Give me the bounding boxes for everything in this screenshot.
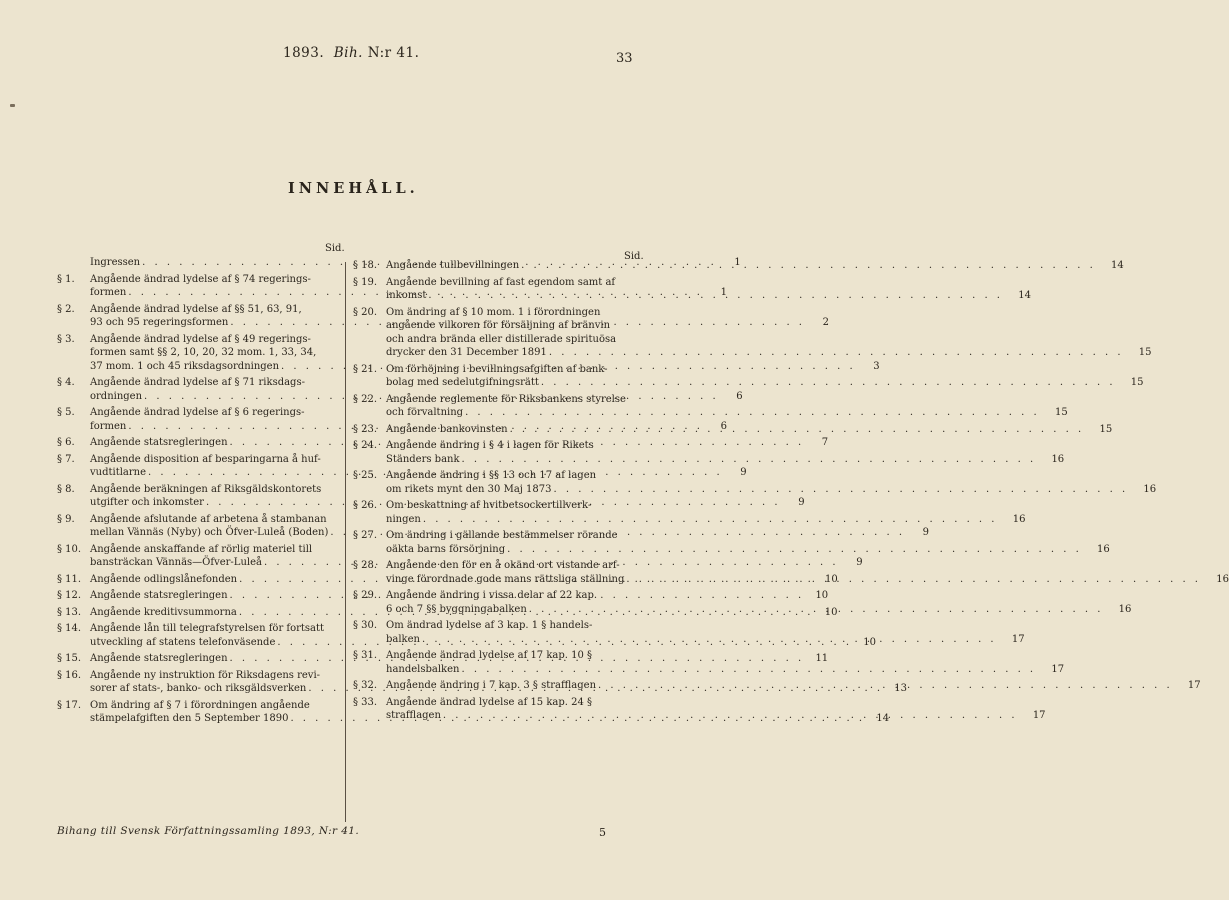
entry-number: § 12. bbox=[57, 590, 82, 601]
entry-number: § 30. bbox=[353, 620, 378, 631]
entry-text bbox=[386, 307, 1152, 360]
header-citation bbox=[283, 45, 419, 61]
entry-number: § 29. bbox=[353, 590, 378, 601]
entry-number: § 28. bbox=[353, 560, 378, 571]
entry-line-text: Angående ändrad lydelse af § 71 riksdags- bbox=[90, 377, 305, 388]
entry-line-text: formen bbox=[90, 420, 127, 432]
entry-line-text: handelsbalken bbox=[386, 663, 460, 675]
entry-page-number: 16 bbox=[1216, 573, 1229, 585]
entry-line bbox=[386, 590, 1131, 602]
header-series: Bih. bbox=[333, 45, 363, 61]
entry-number: § 23. bbox=[353, 423, 378, 435]
entry-page-number: 6 bbox=[736, 390, 743, 402]
entry-line-text: utveckling af statens telefonväsende bbox=[90, 636, 276, 648]
entry-line bbox=[386, 620, 1025, 632]
entry-line-text: Om ändrad lydelse af 3 kap. 1 § handels- bbox=[386, 620, 593, 631]
entry-page-number: 11 bbox=[815, 653, 829, 664]
entry-line-text: Angående bankovinsten bbox=[386, 423, 508, 435]
sid-label-right: Sid. bbox=[624, 251, 644, 262]
entry-page-number: 6 bbox=[720, 420, 727, 432]
entry-line bbox=[386, 650, 1064, 662]
toc-entry bbox=[353, 306, 1152, 360]
entry-page-number: 9 bbox=[740, 467, 747, 478]
entry-line bbox=[386, 634, 1025, 646]
entry-line bbox=[386, 544, 1110, 556]
entry-line-text: Angående reglemente för Riksbankens styrelse bbox=[386, 393, 626, 405]
entry-line-text: Angående statsregleringen bbox=[90, 437, 228, 448]
dot-leader bbox=[510, 424, 1085, 436]
entry-line bbox=[386, 277, 1031, 289]
entry-number: § 32. bbox=[353, 680, 378, 691]
dot-leader bbox=[598, 680, 1173, 692]
entry-line-text: om rikets mynt den 30 Maj 1873 bbox=[386, 483, 552, 495]
toc-entry bbox=[353, 440, 1065, 466]
toc-entry bbox=[353, 530, 1110, 556]
entry-line bbox=[386, 664, 1064, 676]
dot-leader bbox=[462, 454, 1037, 466]
entry-line-text: Angående bevillning af fast egendom samt af bbox=[386, 276, 616, 288]
entry-number: § 20. bbox=[353, 306, 378, 318]
entry-page-number: 17 bbox=[1051, 663, 1065, 675]
entry-line-text: Angående ändrad lydelse af § 74 regerings- bbox=[90, 273, 311, 285]
entry-text bbox=[386, 680, 1201, 692]
entry-page-number: 10 bbox=[863, 636, 877, 648]
entry-number: § 5. bbox=[57, 407, 75, 418]
entry-page-number: 15 bbox=[1138, 347, 1152, 358]
toc-right-column bbox=[353, 260, 1229, 727]
entry-line-text: 37 mom. 1 och 45 riksdagsordningen bbox=[90, 360, 280, 372]
entry-page-number: 16 bbox=[1097, 543, 1110, 555]
entry-text bbox=[386, 590, 1131, 616]
entry-page-number: 10 bbox=[824, 606, 838, 618]
entry-text bbox=[386, 620, 1025, 646]
entry-number: § 19. bbox=[353, 276, 378, 288]
entry-number: § 3. bbox=[57, 333, 75, 345]
entry-number: § 26. bbox=[353, 500, 378, 511]
entry-line-text: stämpelafgiften den 5 September 1890 bbox=[90, 713, 289, 724]
entry-text bbox=[386, 697, 1046, 723]
entry-line-text: Angående ändrad lydelse af 15 kap. 24 § bbox=[386, 696, 593, 708]
entry-page-number: 10 bbox=[815, 590, 829, 601]
entry-line-text: formen samt §§ 2, 10, 20, 32 mom. 1, 33, 34, bbox=[90, 347, 317, 358]
dot-leader bbox=[507, 544, 1082, 556]
entry-line-text: och förvaltning bbox=[386, 407, 464, 418]
entry-line-text: strafflagen bbox=[386, 710, 441, 721]
entry-line-text: Angående statsregleringen bbox=[90, 653, 228, 664]
entry-line-text: Angående disposition af besparingarna å huf- bbox=[90, 453, 321, 465]
entry-line-text: sorer af stats-, banko- och riksgäldsverken bbox=[90, 683, 307, 694]
entry-line-text: formen bbox=[90, 287, 127, 298]
entry-line-text: Angående kreditivsummorna bbox=[90, 606, 237, 618]
dot-leader bbox=[422, 634, 997, 646]
entry-line-text: Angående tullbevillningen bbox=[386, 260, 520, 271]
entry-line bbox=[386, 604, 1131, 616]
header-page-number: 33 bbox=[616, 51, 633, 66]
header-number: N:r 41. bbox=[367, 45, 420, 61]
entry-line-text: 6 och 7 §§ byggningabalken bbox=[386, 603, 527, 615]
entry-text bbox=[386, 650, 1064, 676]
entry-line bbox=[386, 470, 1156, 482]
entry-page-number: 9 bbox=[922, 527, 929, 538]
entry-page-number: 14 bbox=[876, 713, 890, 724]
dot-leader bbox=[465, 407, 1040, 419]
entry-line bbox=[386, 307, 1152, 319]
entry-line bbox=[386, 710, 1046, 722]
entry-line bbox=[386, 334, 1152, 346]
entry-number: § 27. bbox=[353, 530, 378, 541]
entry-page-number: 1 bbox=[720, 287, 727, 298]
entry-line bbox=[386, 424, 1112, 436]
entry-line-text: Om ändring af § 10 mom. 1 i förordningen bbox=[386, 306, 601, 318]
entry-number: § 4. bbox=[57, 377, 75, 388]
entry-page-number: 1 bbox=[734, 257, 741, 268]
entry-line bbox=[386, 560, 1229, 572]
entry-text bbox=[386, 394, 1068, 420]
entry-page-number: 15 bbox=[1099, 423, 1113, 435]
dot-leader bbox=[549, 347, 1124, 359]
entry-line bbox=[386, 697, 1046, 709]
entry-number: § 15. bbox=[57, 653, 82, 664]
entry-line-text: Angående lån till telegrafstyrelsen för fortsatt bbox=[90, 623, 325, 634]
entry-number: § 18. bbox=[353, 260, 378, 271]
entry-page-number: 17 bbox=[1011, 633, 1025, 645]
entry-number: § 10. bbox=[57, 543, 82, 555]
entry-line-text: bansträckan Vännäs—Öfver-Luleå bbox=[90, 557, 262, 568]
entry-line bbox=[386, 574, 1229, 586]
entry-page-number: 13 bbox=[894, 683, 907, 694]
entry-number: § 22. bbox=[353, 393, 378, 405]
entry-line-text: Om förhöjning i bevillningsafgiften af bank- bbox=[386, 363, 608, 375]
toc-entry bbox=[353, 393, 1068, 420]
entry-line bbox=[386, 364, 1144, 376]
entry-text bbox=[386, 500, 1025, 526]
entry-line bbox=[386, 454, 1064, 466]
entry-line bbox=[386, 680, 1201, 692]
entry-number: § 31. bbox=[353, 650, 378, 661]
entry-line-text: balken bbox=[386, 633, 420, 645]
entry-page-number: 15 bbox=[1130, 377, 1144, 388]
entry-line bbox=[386, 514, 1025, 526]
entry-page-number: 17 bbox=[1032, 710, 1046, 721]
entry-line-text: ningen bbox=[386, 513, 421, 525]
entry-line-text: Angående ändrad lydelse af §§ 51, 63, 91, bbox=[90, 303, 302, 315]
entry-line-text: Angående den för en å okänd ort vistande arf- bbox=[386, 560, 620, 571]
entry-line-text: drycker den 31 December 1891 bbox=[386, 347, 547, 358]
entry-line bbox=[386, 320, 1152, 332]
entry-line bbox=[386, 290, 1031, 302]
footer-note: Bihang till Svensk Författningssamling 1893, N:r 41. bbox=[57, 825, 360, 837]
entry-line-text: ordningen bbox=[90, 390, 143, 402]
toc-entry bbox=[353, 500, 1026, 526]
entry-number: § 21. bbox=[353, 363, 378, 375]
entry-line-text: Angående ändring i § 4 i lagen för Rikets bbox=[386, 440, 594, 451]
toc-entry bbox=[353, 276, 1031, 303]
entry-text bbox=[386, 530, 1110, 556]
margin-mark bbox=[10, 104, 15, 107]
entry-line-text: bolag med sedelutgifningsrätt bbox=[386, 377, 539, 388]
entry-line-text: oäkta barns försörjning bbox=[386, 543, 506, 555]
entry-line bbox=[386, 484, 1156, 496]
entry-line-text: Angående ändrad lydelse af § 6 regerings- bbox=[90, 407, 305, 418]
entry-page-number: 15 bbox=[1054, 407, 1068, 418]
entry-line-text: Angående ny instruktion för Riksdagens revi- bbox=[90, 669, 321, 681]
dot-leader bbox=[554, 484, 1129, 496]
entry-page-number: 14 bbox=[1111, 260, 1124, 271]
entry-text bbox=[386, 560, 1229, 586]
entry-number: § 24. bbox=[353, 440, 378, 451]
entry-text bbox=[386, 277, 1031, 303]
page-title: INNEHÅLL. bbox=[288, 180, 419, 197]
toc-entry bbox=[353, 423, 1113, 436]
entry-page-number: 2 bbox=[822, 317, 829, 328]
entry-number: § 2. bbox=[57, 303, 75, 315]
entry-line-text: och andra brända eller distillerade spirituösa bbox=[386, 333, 617, 345]
dot-leader bbox=[423, 514, 998, 526]
dot-leader bbox=[529, 604, 1104, 616]
entry-line-text: Angående ändring i §§ 13 och 17 af lagen bbox=[386, 470, 597, 481]
entry-line-text: Angående ändring i vissa delar af 22 kap. bbox=[386, 590, 598, 601]
dot-leader bbox=[461, 664, 1036, 676]
toc-entry bbox=[353, 470, 1157, 496]
entry-line-text: Angående anskaffande af rörlig materiel till bbox=[90, 543, 313, 555]
entry-page-number: 14 bbox=[1018, 290, 1031, 301]
entry-line-text: Om beskattning af hvitbetsockertillverk- bbox=[386, 500, 592, 511]
entry-line bbox=[386, 347, 1152, 359]
entry-text bbox=[386, 440, 1064, 466]
entry-number: § 1. bbox=[57, 273, 75, 285]
dot-leader bbox=[521, 260, 1096, 272]
entry-line-text: 93 och 95 regeringsformen bbox=[90, 317, 229, 328]
dot-leader bbox=[626, 574, 1201, 586]
entry-number: § 6. bbox=[57, 437, 75, 448]
entry-number: § 11. bbox=[57, 573, 82, 585]
entry-line bbox=[386, 440, 1064, 452]
toc-entry bbox=[353, 363, 1144, 390]
entry-line-text: Om ändring af § 7 i förordningen angående bbox=[90, 699, 310, 711]
entry-page-number: 3 bbox=[873, 360, 880, 372]
entry-page-number: 9 bbox=[856, 557, 863, 568]
header-year: 1893. bbox=[283, 45, 325, 61]
entry-page-number: 7 bbox=[821, 437, 829, 448]
entry-line bbox=[386, 500, 1025, 512]
entry-number: § 7. bbox=[57, 453, 75, 465]
entry-number: § 33. bbox=[353, 696, 378, 708]
entry-text bbox=[386, 424, 1112, 436]
entry-number: § 13. bbox=[57, 606, 82, 618]
sid-label-left: Sid. bbox=[325, 243, 345, 254]
entry-line-text: Angående statsregleringen bbox=[90, 590, 228, 601]
entry-line-text: Ingressen bbox=[90, 257, 141, 268]
entry-line-text: vudtitlarne bbox=[90, 467, 147, 478]
entry-line-text: Angående ändrad lydelse af 17 kap. 10 § bbox=[386, 650, 593, 661]
entry-text bbox=[386, 470, 1156, 496]
entry-number: § 8. bbox=[57, 483, 75, 495]
entry-number: § 17. bbox=[57, 699, 82, 711]
entry-line-text: utgifter och inkomster bbox=[90, 497, 204, 508]
entry-line bbox=[386, 407, 1068, 419]
dot-leader bbox=[428, 290, 1003, 302]
entry-page-number: 16 bbox=[1143, 483, 1157, 495]
entry-line-text: Angående ändring i 7 kap. 3 § strafflagen bbox=[386, 680, 597, 691]
entry-text bbox=[386, 364, 1144, 390]
entry-page-number: 16 bbox=[1051, 453, 1065, 465]
dot-leader bbox=[541, 377, 1116, 389]
entry-line-text: Ständers bank bbox=[386, 453, 460, 465]
entry-line bbox=[386, 377, 1144, 389]
entry-number: § 16. bbox=[57, 669, 82, 681]
entry-line bbox=[386, 530, 1110, 542]
entry-line-text: Angående odlingslånefonden bbox=[90, 573, 238, 585]
entry-line-text: angående vilkoren för försäljning af bränvin bbox=[386, 320, 611, 331]
entry-number: § 9. bbox=[57, 513, 75, 525]
dot-leader bbox=[443, 710, 1018, 722]
entry-line bbox=[386, 260, 1124, 272]
entry-line-text: Angående beräkningen af Riksgäldskontorets bbox=[90, 483, 322, 495]
entry-line-text: Angående ändrad lydelse af § 49 regerings- bbox=[90, 333, 311, 345]
entry-line-text: mellan Vännäs (Nyby) och Öfver-Luleå (Boden) bbox=[90, 527, 329, 538]
entry-text bbox=[386, 260, 1124, 272]
entry-line-text: Angående afslutande af arbetena å stambanan bbox=[90, 513, 327, 525]
entry-line-text: inkomst bbox=[386, 290, 427, 301]
entry-page-number: 17 bbox=[1187, 680, 1201, 691]
signature-mark: 5 bbox=[599, 826, 606, 839]
entry-line-text: vinge förordnade gode mans rättsliga ställning bbox=[386, 573, 625, 585]
entry-line-text: Om ändring i gällande bestämmelser rörande bbox=[386, 530, 618, 541]
entry-number: § 14. bbox=[57, 623, 82, 634]
entry-number: § 25. bbox=[353, 470, 378, 481]
entry-page-number: 16 bbox=[1118, 603, 1132, 615]
toc-entry bbox=[353, 260, 1124, 272]
entry-page-number: 9 bbox=[798, 497, 805, 508]
entry-page-number: 10 bbox=[825, 573, 838, 585]
entry-line bbox=[386, 394, 1068, 406]
entry-page-number: 16 bbox=[1012, 513, 1026, 525]
